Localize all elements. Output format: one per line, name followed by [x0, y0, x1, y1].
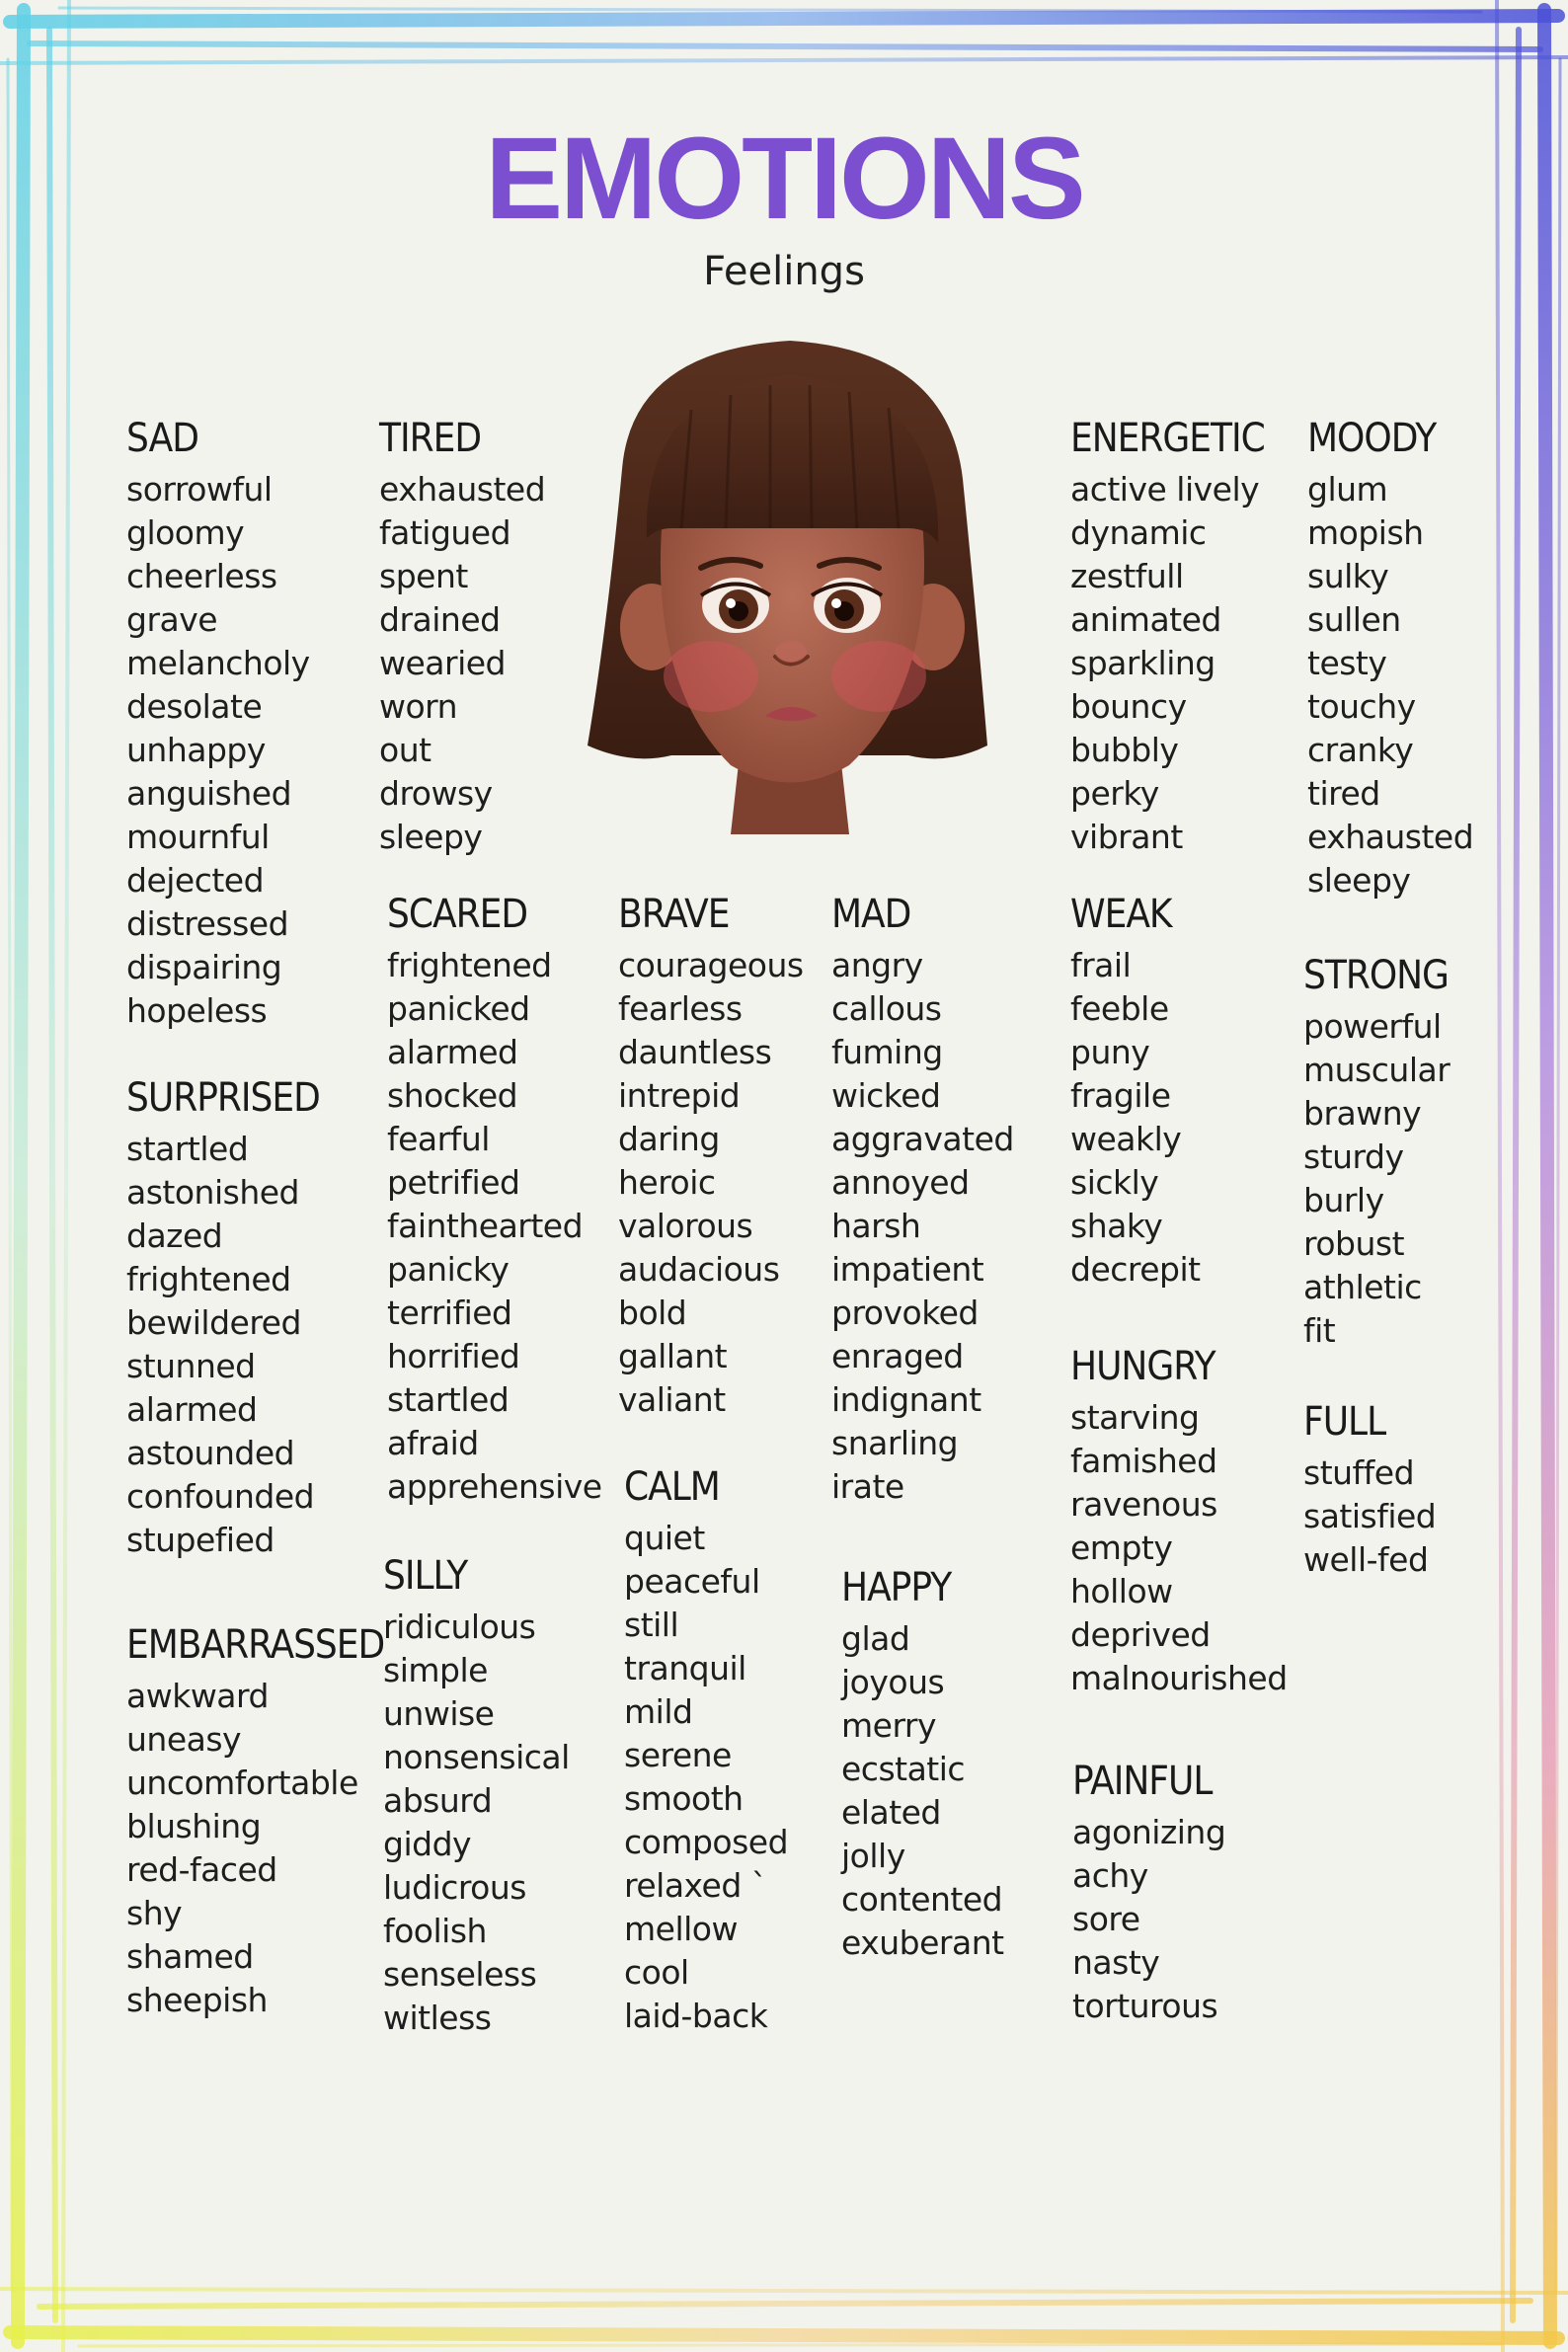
- emotion-word: wearied: [379, 644, 507, 682]
- group-surprised: [126, 1074, 320, 1562]
- emotion-word: ludicrous: [383, 1868, 526, 1907]
- emotion-word: deprived: [1070, 1615, 1211, 1654]
- group-scared: [387, 891, 602, 1509]
- emotion-word: impatient: [831, 1250, 984, 1289]
- emotion-word: fragile: [1070, 1076, 1171, 1115]
- emotion-word: red-faced: [126, 1850, 277, 1889]
- emotion-word: shy: [126, 1894, 183, 1932]
- emotion-word: witless: [383, 1999, 492, 2037]
- group-heading: MAD: [831, 892, 911, 937]
- group-weak: [1070, 891, 1201, 1292]
- emotion-word: sulky: [1307, 557, 1389, 595]
- emotion-word: bubbly: [1070, 731, 1179, 769]
- emotion-word: shaky: [1070, 1207, 1163, 1245]
- emotion-word: weakly: [1070, 1120, 1182, 1158]
- emotion-word: unwise: [383, 1694, 495, 1733]
- group-heading: SURPRISED: [126, 1075, 320, 1121]
- emotion-word: fainthearted: [387, 1207, 584, 1245]
- emotion-word: enraged: [831, 1337, 964, 1375]
- group-energetic: [1070, 415, 1265, 859]
- page-subtitle: Feelings: [703, 249, 865, 294]
- word-list: [1070, 1396, 1288, 1700]
- emotion-word: zestfull: [1070, 557, 1184, 595]
- emotion-word: callous: [831, 989, 942, 1028]
- emotion-word: alarmed: [387, 1033, 518, 1071]
- emotion-word: quiet: [624, 1519, 705, 1557]
- emotion-word: nonsensical: [383, 1738, 570, 1776]
- emotion-word: famished: [1070, 1442, 1217, 1480]
- emotion-word: athletic: [1303, 1268, 1422, 1306]
- emotion-word: hollow: [1070, 1572, 1173, 1610]
- emotion-word: merry: [841, 1706, 937, 1745]
- left-eye-shine: [726, 598, 736, 608]
- emotion-word: gallant: [618, 1337, 728, 1375]
- emotion-word: valiant: [618, 1380, 726, 1419]
- emotion-word: well-fed: [1303, 1540, 1429, 1579]
- emotion-word: fit: [1303, 1311, 1336, 1350]
- emotion-word: achy: [1072, 1856, 1148, 1895]
- emotion-word: annoyed: [831, 1163, 970, 1202]
- word-list: [387, 944, 602, 1509]
- emotion-word: dejected: [126, 861, 265, 900]
- emotion-word: still: [624, 1606, 679, 1644]
- emotion-word: animated: [1070, 600, 1221, 639]
- emotion-word: malnourished: [1070, 1659, 1288, 1697]
- emotion-word: alarmed: [126, 1390, 258, 1429]
- emotion-word: astounded: [126, 1434, 295, 1472]
- emotion-word: exhausted: [379, 470, 546, 509]
- emotion-word: agonizing: [1072, 1813, 1226, 1851]
- emotion-word: glum: [1307, 470, 1388, 509]
- group-heading: HUNGRY: [1070, 1344, 1215, 1389]
- emotion-word: burly: [1303, 1181, 1384, 1219]
- group-heading: ENERGETIC: [1070, 416, 1265, 461]
- emotion-word: anguished: [126, 774, 292, 813]
- emotion-word: vibrant: [1070, 818, 1183, 856]
- emotion-word: glad: [841, 1619, 910, 1658]
- emotion-word: fearful: [387, 1120, 490, 1158]
- word-list: [1307, 468, 1473, 902]
- emotion-word: mild: [624, 1692, 693, 1731]
- emotion-word: simple: [383, 1651, 488, 1689]
- emotion-word: stupefied: [126, 1521, 274, 1559]
- group-heading: PAINFUL: [1072, 1759, 1213, 1804]
- emotion-word: out: [379, 731, 431, 769]
- emotion-word: ravenous: [1070, 1485, 1217, 1524]
- group-heading: CALM: [624, 1464, 720, 1510]
- emotion-word: robust: [1303, 1224, 1405, 1263]
- emotion-word: stunned: [126, 1347, 256, 1385]
- emotion-word: dazed: [126, 1216, 223, 1255]
- emotion-word: drained: [379, 600, 501, 639]
- frame-left: [8, 0, 69, 2352]
- emotion-word: courageous: [618, 946, 804, 984]
- word-list: [1303, 1005, 1450, 1353]
- emotion-word: panicky: [387, 1250, 510, 1289]
- emotion-word: petrified: [387, 1163, 520, 1202]
- emotion-word: smooth: [624, 1779, 744, 1818]
- emotion-word: indignant: [831, 1380, 981, 1419]
- group-full: [1303, 1398, 1436, 1582]
- emotion-word: empty: [1070, 1529, 1173, 1567]
- word-list: [1303, 1451, 1436, 1582]
- group-heading: EMBARRASSED: [126, 1622, 385, 1668]
- emotion-word: relaxed `: [624, 1866, 767, 1905]
- emotion-word: sleepy: [379, 818, 483, 856]
- emotion-word: terrified: [387, 1294, 512, 1332]
- emotion-word: aggravated: [831, 1120, 1014, 1158]
- emotion-word: absurd: [383, 1781, 493, 1820]
- word-list: [831, 944, 1014, 1509]
- group-mad: [831, 891, 1014, 1509]
- emotion-word: confounded: [126, 1477, 315, 1516]
- emotion-word: distressed: [126, 904, 289, 943]
- group-heading: TIRED: [379, 416, 482, 461]
- left-cheek: [664, 641, 758, 712]
- group-painful: [1072, 1758, 1225, 2028]
- word-list: [624, 1517, 788, 2038]
- emotion-word: spent: [379, 557, 468, 595]
- group-embarrassed: [126, 1621, 384, 2022]
- emotion-word: frightened: [126, 1260, 291, 1298]
- emotion-word: foolish: [383, 1912, 487, 1950]
- word-list: [126, 1675, 384, 2022]
- emotion-word: awkward: [126, 1677, 269, 1715]
- right-eye-shine: [831, 598, 841, 608]
- emotion-word: dauntless: [618, 1033, 772, 1071]
- emotion-word: sturdy: [1303, 1137, 1404, 1176]
- emotion-word: grave: [126, 600, 218, 639]
- emotion-word: exuberant: [841, 1923, 1004, 1962]
- emotion-word: sickly: [1070, 1163, 1159, 1202]
- group-calm: [624, 1463, 788, 2038]
- emotion-word: elated: [841, 1793, 941, 1832]
- emotion-word: hopeless: [126, 991, 268, 1030]
- emotion-word: joyous: [841, 1663, 945, 1701]
- emotion-word: fuming: [831, 1033, 943, 1071]
- emotion-word: mellow: [624, 1910, 738, 1948]
- emotion-word: satisfied: [1303, 1497, 1437, 1535]
- frame-bottom: [0, 2289, 1568, 2346]
- group-moody: [1307, 415, 1473, 902]
- emotion-word: contented: [841, 1880, 1003, 1919]
- emotion-word: giddy: [383, 1825, 472, 1863]
- emotion-word: horrified: [387, 1337, 520, 1375]
- emotion-word: uncomfortable: [126, 1764, 358, 1802]
- emotion-word: panicked: [387, 989, 530, 1028]
- emotion-word: tired: [1307, 774, 1380, 813]
- group-heading: SAD: [126, 416, 198, 461]
- frame-top: [0, 8, 1568, 63]
- group-sad: [126, 415, 310, 1033]
- emotion-word: fearless: [618, 989, 743, 1028]
- emotion-word: frightened: [387, 946, 552, 984]
- emotion-word: astonished: [126, 1173, 299, 1212]
- nose-tip: [775, 641, 807, 663]
- emotion-word: senseless: [383, 1955, 537, 1994]
- emotion-word: frail: [1070, 946, 1132, 984]
- emotion-word: dynamic: [1070, 513, 1207, 552]
- group-brave: [618, 891, 804, 1422]
- group-happy: [841, 1564, 1004, 1965]
- emotion-word: sore: [1072, 1900, 1140, 1938]
- emotion-word: brawny: [1303, 1094, 1422, 1133]
- emotion-word: jolly: [841, 1837, 905, 1875]
- emotion-word: active lively: [1070, 470, 1260, 509]
- word-list: [841, 1617, 1004, 1965]
- emotion-word: daring: [618, 1120, 720, 1158]
- emotion-word: bold: [618, 1294, 687, 1332]
- emotion-word: testy: [1307, 644, 1387, 682]
- word-list: [618, 944, 804, 1422]
- emotion-word: blushing: [126, 1807, 262, 1845]
- emotion-word: exhausted: [1307, 818, 1474, 856]
- emotion-word: puny: [1070, 1033, 1150, 1071]
- group-silly: [383, 1552, 570, 2040]
- emotion-word: bouncy: [1070, 687, 1187, 726]
- word-list: [1070, 468, 1265, 859]
- emotion-word: gloomy: [126, 513, 245, 552]
- emotion-word: serene: [624, 1736, 732, 1774]
- group-heading: STRONG: [1303, 953, 1449, 998]
- emotion-word: harsh: [831, 1207, 921, 1245]
- emotion-word: angry: [831, 946, 923, 984]
- emotion-word: torturous: [1072, 1987, 1218, 2025]
- word-list: [383, 1606, 570, 2040]
- frame-right: [1497, 0, 1560, 2352]
- emotion-word: touchy: [1307, 687, 1416, 726]
- emotion-word: perky: [1070, 774, 1159, 813]
- emotion-word: tranquil: [624, 1649, 746, 1687]
- group-heading: MOODY: [1307, 416, 1437, 461]
- emotion-word: sheepish: [126, 1981, 268, 2019]
- emotion-word: shocked: [387, 1076, 518, 1115]
- emotion-word: melancholy: [126, 644, 310, 682]
- emotion-word: unhappy: [126, 731, 266, 769]
- emotion-word: nasty: [1072, 1943, 1160, 1982]
- emotion-word: wicked: [831, 1076, 941, 1115]
- group-heading: WEAK: [1070, 892, 1172, 937]
- page-title: EMOTIONS: [485, 114, 1083, 244]
- emotion-word: worn: [379, 687, 458, 726]
- word-list: [126, 1128, 320, 1562]
- group-heading: FULL: [1303, 1399, 1386, 1445]
- emotion-word: audacious: [618, 1250, 780, 1289]
- group-tired: [379, 415, 545, 859]
- emotion-word: startled: [126, 1130, 249, 1168]
- emotion-word: peaceful: [624, 1562, 760, 1601]
- emotion-word: dispairing: [126, 948, 282, 986]
- emotion-word: drowsy: [379, 774, 493, 813]
- emotion-word: stuffed: [1303, 1453, 1415, 1492]
- emotion-word: irate: [831, 1467, 904, 1506]
- emotion-word: snarling: [831, 1424, 959, 1462]
- emotion-word: composed: [624, 1823, 789, 1861]
- emotion-word: muscular: [1303, 1051, 1450, 1089]
- emotion-word: sparkling: [1070, 644, 1215, 682]
- right-cheek: [831, 641, 926, 712]
- group-strong: [1303, 952, 1450, 1353]
- emotion-word: shamed: [126, 1937, 254, 1976]
- emotion-word: powerful: [1303, 1007, 1442, 1046]
- emotion-word: provoked: [831, 1294, 979, 1332]
- word-list: [1070, 944, 1201, 1292]
- emotion-word: laid-back: [624, 1997, 768, 2035]
- emotion-word: ridiculous: [383, 1607, 536, 1646]
- emotion-word: feeble: [1070, 989, 1169, 1028]
- emotion-word: sorrowful: [126, 470, 273, 509]
- emotion-word: starving: [1070, 1398, 1200, 1437]
- group-heading: BRAVE: [618, 892, 730, 937]
- emotion-word: cheerless: [126, 557, 277, 595]
- word-list: [1072, 1811, 1225, 2028]
- emotion-word: sullen: [1307, 600, 1401, 639]
- emotion-word: sleepy: [1307, 861, 1411, 900]
- group-heading: HAPPY: [841, 1565, 952, 1610]
- emotion-word: startled: [387, 1380, 510, 1419]
- emotion-word: desolate: [126, 687, 263, 726]
- emotion-word: mopish: [1307, 513, 1424, 552]
- emotion-word: uneasy: [126, 1720, 242, 1759]
- emotion-word: cool: [624, 1953, 689, 1992]
- sad-girl-face-icon: [553, 331, 1027, 834]
- word-list: [126, 468, 310, 1033]
- emotion-word: valorous: [618, 1207, 753, 1245]
- emotion-word: intrepid: [618, 1076, 741, 1115]
- word-list: [379, 468, 545, 859]
- group-hungry: [1070, 1343, 1288, 1700]
- emotion-word: bewildered: [126, 1303, 301, 1342]
- group-heading: SCARED: [387, 892, 528, 937]
- emotion-word: decrepit: [1070, 1250, 1201, 1289]
- group-heading: SILLY: [383, 1553, 468, 1599]
- emotion-word: ecstatic: [841, 1750, 966, 1788]
- emotion-word: fatigued: [379, 513, 511, 552]
- emotion-word: heroic: [618, 1163, 716, 1202]
- emotion-word: afraid: [387, 1424, 479, 1462]
- emotion-word: mournful: [126, 818, 270, 856]
- emotion-word: cranky: [1307, 731, 1414, 769]
- emotion-word: apprehensive: [387, 1467, 602, 1506]
